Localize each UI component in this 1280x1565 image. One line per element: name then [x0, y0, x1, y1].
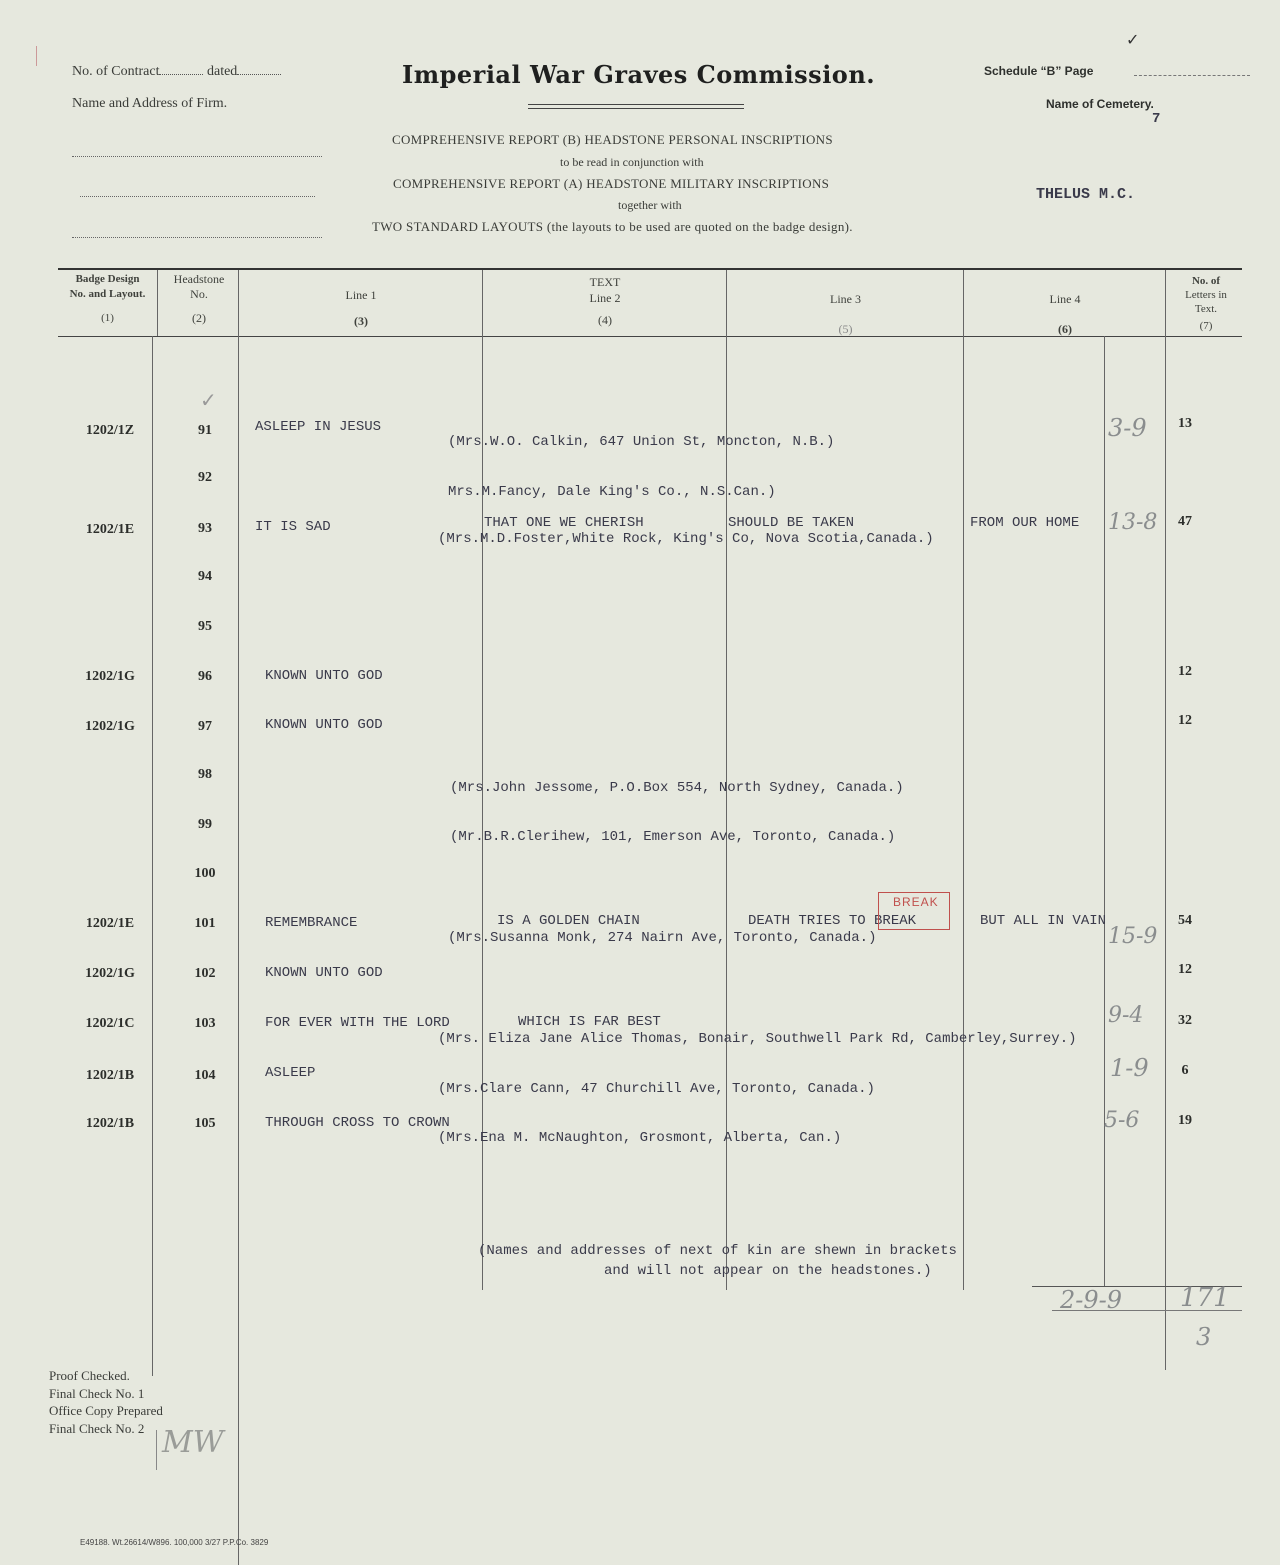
- line1-cell: KNOWN UNTO GOD: [265, 668, 383, 684]
- total-count: 171: [1180, 1283, 1230, 1313]
- headstone-cell: 105: [194, 1116, 216, 1131]
- col-header-line1: [240, 282, 482, 334]
- line1-cell: ASLEEP IN JESUS: [255, 419, 382, 435]
- col-number: (1): [101, 312, 114, 324]
- col-number: (3): [354, 314, 368, 328]
- stamp-text: BREAK: [893, 895, 939, 909]
- letters-count: 54: [1178, 913, 1192, 928]
- headstone-cell: 93: [198, 521, 212, 536]
- check-item: Final Check No. 2: [49, 1420, 145, 1436]
- check-item: Final Check No. 1: [49, 1385, 145, 1401]
- col-header-text: Letters in: [1185, 289, 1227, 301]
- col-divider: [963, 270, 964, 1290]
- col-header-letters: [1168, 274, 1244, 333]
- handwritten-date: 3-9: [1108, 414, 1147, 442]
- line4-cell: FROM OUR HOME: [970, 515, 1080, 531]
- report-line: COMPREHENSIVE REPORT (B) HEADSTONE PERSONAL INSCRIPTIONS: [392, 132, 833, 147]
- check-item: Proof Checked.: [49, 1368, 130, 1383]
- col-divider: [157, 270, 158, 336]
- col-header-badge: [60, 272, 155, 326]
- firm-blank-line: [72, 155, 322, 157]
- margin-mark: [36, 46, 37, 66]
- page-blank: [1134, 74, 1250, 76]
- kin-note: (Mrs.Clare Cann, 47 Churchill Ave, Toronto, Canada.): [438, 1081, 875, 1097]
- headstone-cell: 102: [194, 966, 216, 981]
- badge-cell: 1202/1G: [85, 669, 135, 684]
- line1-cell: THROUGH CROSS TO CROWN: [265, 1115, 450, 1131]
- cemetery-number: 7: [1152, 111, 1161, 127]
- headstone-cell: 99: [198, 817, 212, 832]
- letters-count: 12: [1178, 713, 1192, 728]
- total-handwritten: 2-9-9: [1060, 1286, 1123, 1314]
- line1-cell: ASLEEP: [265, 1065, 316, 1081]
- total-extra: 3: [1196, 1323, 1212, 1351]
- handwritten-date: 9-4: [1108, 1003, 1144, 1028]
- kin-note: (Mrs.M.D.Foster,White Rock, King's Co, Nova Scotia,Canada.): [438, 531, 934, 547]
- headstone-cell: 103: [194, 1016, 216, 1031]
- letters-count: 19: [1178, 1113, 1192, 1128]
- badge-cell: 1202/1C: [85, 1016, 135, 1031]
- letters-count: 6: [1181, 1063, 1189, 1078]
- line3-cell: SHOULD BE TAKEN: [728, 515, 855, 531]
- col-header-text: Line 4: [1049, 292, 1081, 306]
- print-code: E49188. Wt.26614/W896. 100,000 3/27 P.P.Co. 3829: [80, 1538, 269, 1547]
- check-item: Office Copy Prepared: [49, 1403, 163, 1418]
- col-header-text: No. of: [1191, 275, 1221, 287]
- report-line: to be read in conjunction with: [560, 155, 704, 169]
- checker-initials: MW: [162, 1425, 224, 1460]
- handwritten-date: 13-8: [1108, 510, 1158, 535]
- col-header-text: Text.: [1194, 303, 1218, 315]
- col-header-line4: [965, 284, 1165, 344]
- headstone-cell: 98: [198, 767, 212, 782]
- col-header-text: No.: [190, 287, 208, 301]
- footnote-line: and will not appear on the headstones.): [604, 1263, 932, 1279]
- letters-count: 47: [1178, 514, 1192, 529]
- line1-cell: IT IS SAD: [255, 519, 331, 535]
- headstone-cell: 92: [198, 470, 212, 485]
- badge-cell: 1202/1B: [85, 1068, 135, 1083]
- headstone-cell: 100: [194, 866, 216, 881]
- col-divider: [1165, 270, 1166, 1370]
- headstone-cell: 91: [198, 423, 212, 438]
- tick-mark: ✓: [1126, 32, 1140, 49]
- report-line: TWO STANDARD LAYOUTS (the layouts to be used are quoted on the badge design).: [372, 219, 853, 234]
- col-header-text: Line 2: [589, 291, 621, 305]
- line2-cell: IS A GOLDEN CHAIN: [497, 913, 640, 929]
- kin-note: (Mrs.Ena M. McNaughton, Grosmont, Alberta, Can.): [438, 1130, 842, 1146]
- kin-note: (Mrs.W.O. Calkin, 647 Union St, Moncton, N.B.): [448, 434, 835, 450]
- col-header-text-line2: [484, 274, 726, 328]
- title-rule: [528, 104, 744, 105]
- check-list: [49, 1367, 163, 1437]
- line1-cell: KNOWN UNTO GOD: [265, 717, 383, 733]
- col-header-text: No. and Layout.: [69, 288, 146, 300]
- initials-stroke: [156, 1430, 157, 1470]
- col-header-headstone: [160, 272, 238, 326]
- col-number: (7): [1199, 320, 1213, 332]
- line1-cell: FOR EVER WITH THE LORD: [265, 1015, 450, 1031]
- cemetery-name: THELUS M.C.: [1036, 186, 1136, 203]
- line1-cell: REMEMBRANCE: [265, 915, 358, 931]
- headstone-cell: 97: [198, 719, 212, 734]
- col-header-text: Badge Design: [75, 273, 140, 285]
- kin-note: (Mr.B.R.Clerihew, 101, Emerson Ave, Toronto, Canada.): [450, 829, 896, 845]
- report-line: COMPREHENSIVE REPORT (A) HEADSTONE MILITARY INSCRIPTIONS: [393, 176, 830, 191]
- title-rule: [528, 108, 744, 109]
- letters-count: 12: [1178, 664, 1192, 679]
- handwritten-date: 15-9: [1108, 924, 1158, 949]
- line1-cell: KNOWN UNTO GOD: [265, 965, 383, 981]
- badge-cell: 1202/1E: [85, 522, 135, 537]
- col-number: (6): [1058, 322, 1072, 336]
- letters-count: 12: [1178, 962, 1192, 977]
- kin-note: (Mrs. Eliza Jane Alice Thomas, Bonair, Southwell Park Rd, Camberley,Surrey.): [438, 1031, 1077, 1047]
- handwritten-date: 5-6: [1104, 1108, 1140, 1133]
- cemetery-label: Name of Cemetery.: [1046, 97, 1154, 111]
- badge-cell: 1202/1G: [85, 966, 135, 981]
- dated-label: dated: [206, 64, 238, 79]
- col-divider: [152, 336, 153, 1376]
- contract-label: No. of Contract: [72, 64, 160, 79]
- col-header-text: TEXT: [589, 275, 621, 289]
- schedule-label: Schedule “B” Page: [984, 64, 1094, 78]
- kin-note: Mrs.M.Fancy, Dale King's Co., N.S.Can.): [448, 484, 776, 500]
- correction-stamp: [878, 892, 950, 930]
- letters-count: 13: [1178, 416, 1192, 431]
- headstone-cell: 94: [198, 569, 212, 584]
- col-number: (5): [838, 322, 853, 336]
- badge-cell: 1202/1Z: [85, 423, 135, 438]
- kin-note: (Mrs.John Jessome, P.O.Box 554, North Sydney, Canada.): [450, 780, 904, 796]
- line2-cell: THAT ONE WE CHERISH: [484, 515, 644, 531]
- headstone-cell: 96: [198, 669, 212, 684]
- tick-mark: ✓: [200, 390, 217, 412]
- commission-title: Imperial War Graves Commission.: [402, 60, 876, 89]
- handwritten-date: 1-9: [1110, 1054, 1149, 1082]
- kin-note: (Mrs.Susanna Monk, 274 Nairn Ave, Toronto, Canada.): [448, 930, 877, 946]
- firm-blank-line: [72, 236, 322, 238]
- col-number: (2): [192, 311, 206, 325]
- badge-cell: 1202/1E: [85, 916, 135, 931]
- line3-cell: DEATH TRIES TO BREAK: [748, 913, 917, 929]
- col-header-text: Headstone: [173, 272, 225, 286]
- col-header-line3: [728, 284, 963, 344]
- letters-count: 32: [1178, 1013, 1192, 1028]
- report-line: together with: [618, 198, 682, 212]
- footnote-line: (Names and addresses of next of kin are shewn in brackets: [478, 1243, 957, 1259]
- line4-cell: BUT ALL IN VAIN: [980, 913, 1107, 929]
- headstone-cell: 101: [194, 916, 216, 931]
- headstone-cell: 95: [198, 619, 212, 634]
- headstone-cell: 104: [194, 1068, 216, 1083]
- badge-cell: 1202/1G: [85, 719, 135, 734]
- col-header-text: Line 1: [345, 288, 377, 302]
- firm-label: Name and Address of Firm.: [72, 96, 228, 111]
- table-top-rule: [58, 268, 1242, 270]
- line2-cell: WHICH IS FAR BEST: [518, 1014, 661, 1030]
- firm-blank-line: [80, 195, 315, 197]
- col-divider: [1104, 336, 1105, 1286]
- col-number: (4): [598, 313, 612, 327]
- contract-line: [72, 64, 281, 80]
- col-header-text: Line 3: [830, 292, 861, 306]
- badge-cell: 1202/1B: [85, 1116, 135, 1131]
